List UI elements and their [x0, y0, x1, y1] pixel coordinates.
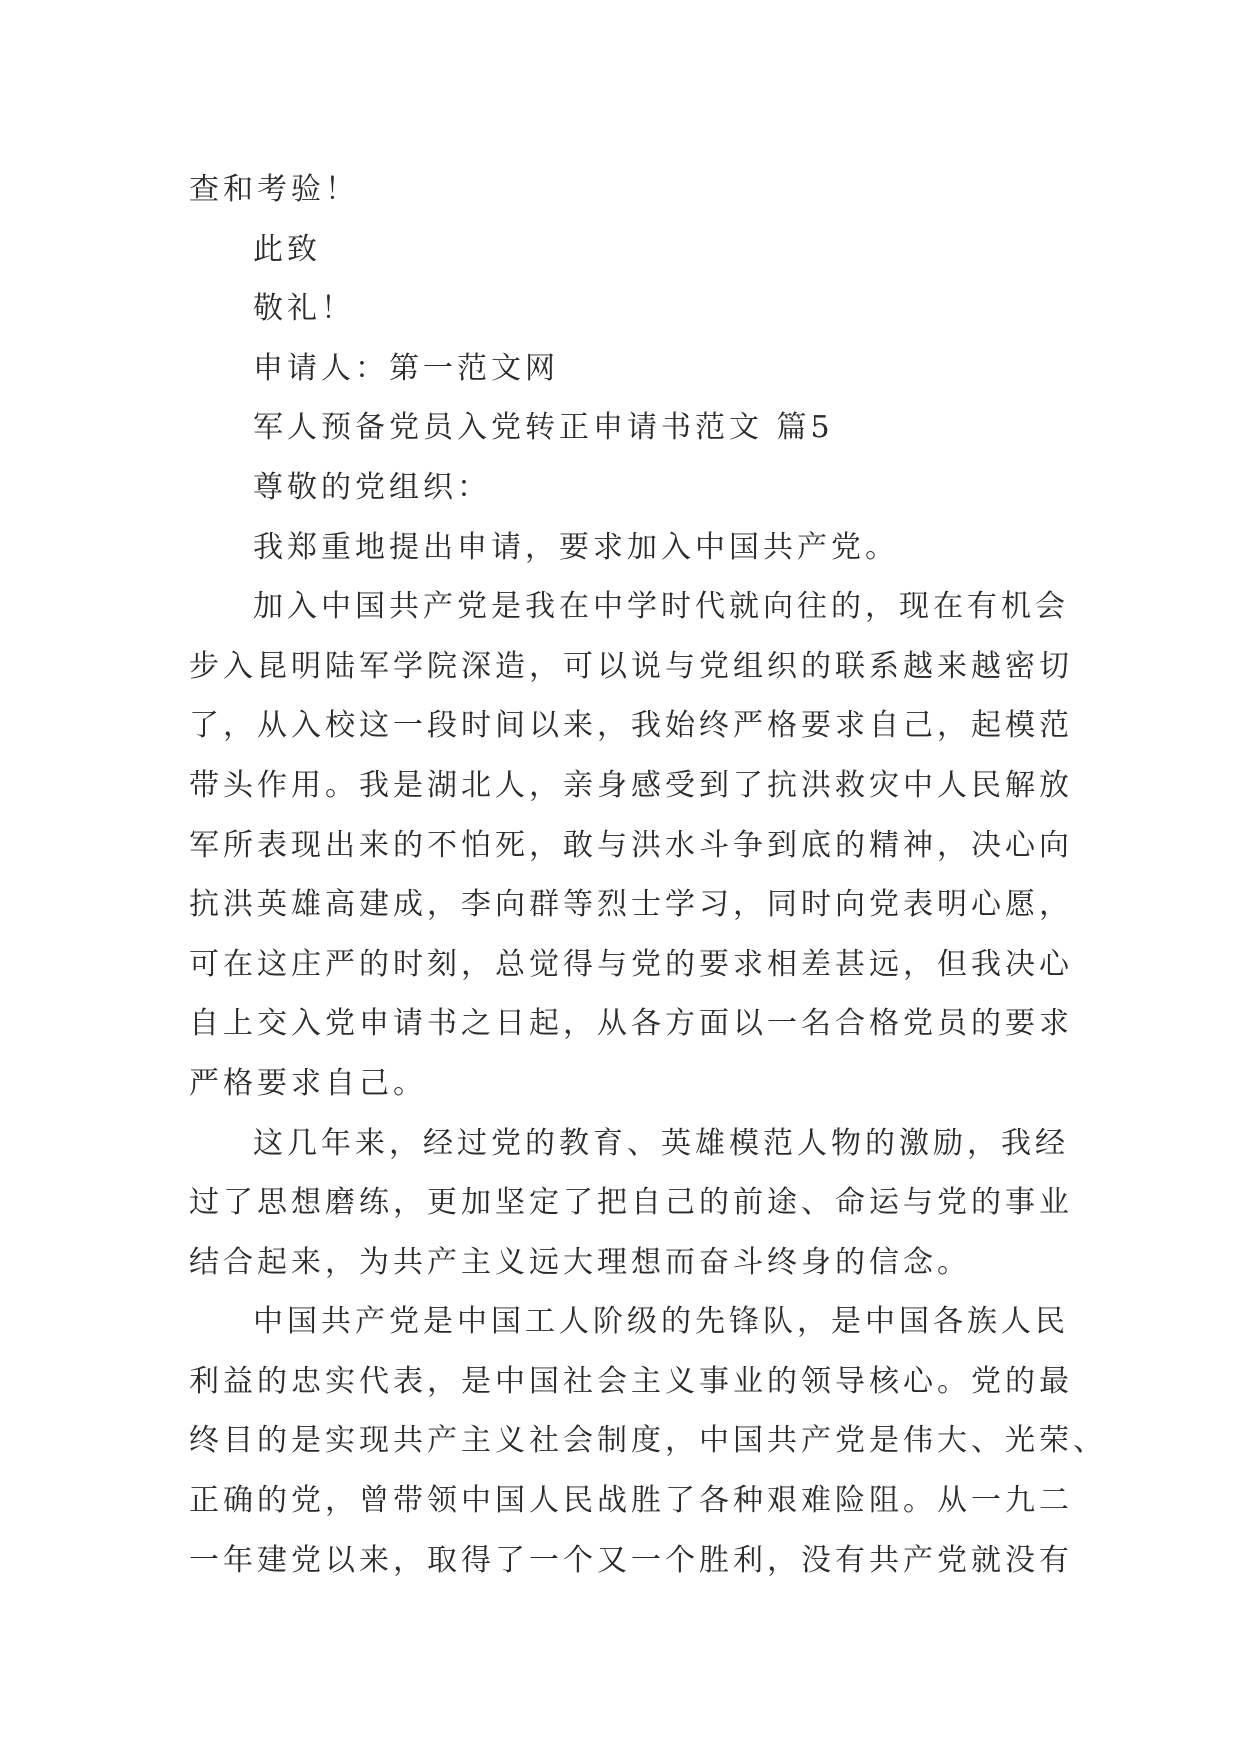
paragraph-line: 抗洪英雄高建成，李向群等烈士学习，同时向党表明心愿， [189, 887, 1073, 923]
paragraph-line: 军所表现出来的不怕死，敢与洪水斗争到底的精神，决心向 [189, 827, 1073, 863]
document-body [189, 160, 1107, 1590]
section-title: 军人预备党员入党转正申请书范文 篇5 [253, 410, 834, 446]
paragraph-line: 严格要求自己。 [189, 1065, 427, 1101]
paragraph-line: 步入昆明陆军学院深造，可以说与党组织的联系越来越密切 [189, 648, 1073, 684]
text-line: 查和考验！ [189, 172, 359, 207]
paragraph-2 [189, 1114, 1073, 1293]
paragraph-line: 结合起来，为共产主义远大理想而奋斗终身的信念。 [189, 1244, 971, 1280]
paragraph-line: 利益的忠实代表，是中国社会主义事业的领导核心。党的最 [189, 1363, 1073, 1399]
applicant-signature: 申请人：第一范文网 [253, 350, 559, 386]
paragraph-1 [189, 577, 1073, 1113]
paragraph-3 [189, 1292, 1107, 1590]
closing-regards: 敬礼！ [253, 291, 355, 327]
paragraph-line: 一年建党以来，取得了一个又一个胜利，没有共产党就没有 [189, 1542, 1073, 1578]
paragraph-line: 正确的党，曾带领中国人民战胜了各种艰难险阻。从一九二 [189, 1483, 1073, 1519]
paragraph-line: 这几年来，经过党的教育、英雄模范人物的激励，我经 [253, 1125, 1069, 1161]
paragraph-line: 终目的是实现共产主义社会制度，中国共产党是伟大、光荣、 [189, 1423, 1107, 1459]
paragraph-line: 自上交入党申请书之日起，从各方面以一名合格党员的要求 [189, 1006, 1073, 1042]
closing-salutation: 此致 [253, 231, 321, 267]
paragraph-line: 加入中国共产党是我在中学时代就向往的，现在有机会 [253, 589, 1069, 625]
paragraph-line: 可在这庄严的时刻，总觉得与党的要求相差甚远，但我决心 [189, 946, 1073, 982]
paragraph-line: 中国共产党是中国工人阶级的先锋队，是中国各族人民 [253, 1304, 1069, 1340]
paragraph-line: 了，从入校这一段时间以来，我始终严格要求自己，起模范 [189, 708, 1073, 744]
paragraph-line: 过了思想磨练，更加坚定了把自己的前途、命运与党的事业 [189, 1185, 1073, 1221]
opening-statement: 我郑重地提出申请，要求加入中国共产党。 [253, 529, 899, 565]
greeting: 尊敬的党组织： [253, 469, 491, 505]
paragraph-line: 带头作用。我是湖北人，亲身感受到了抗洪救灾中人民解放 [189, 767, 1073, 803]
